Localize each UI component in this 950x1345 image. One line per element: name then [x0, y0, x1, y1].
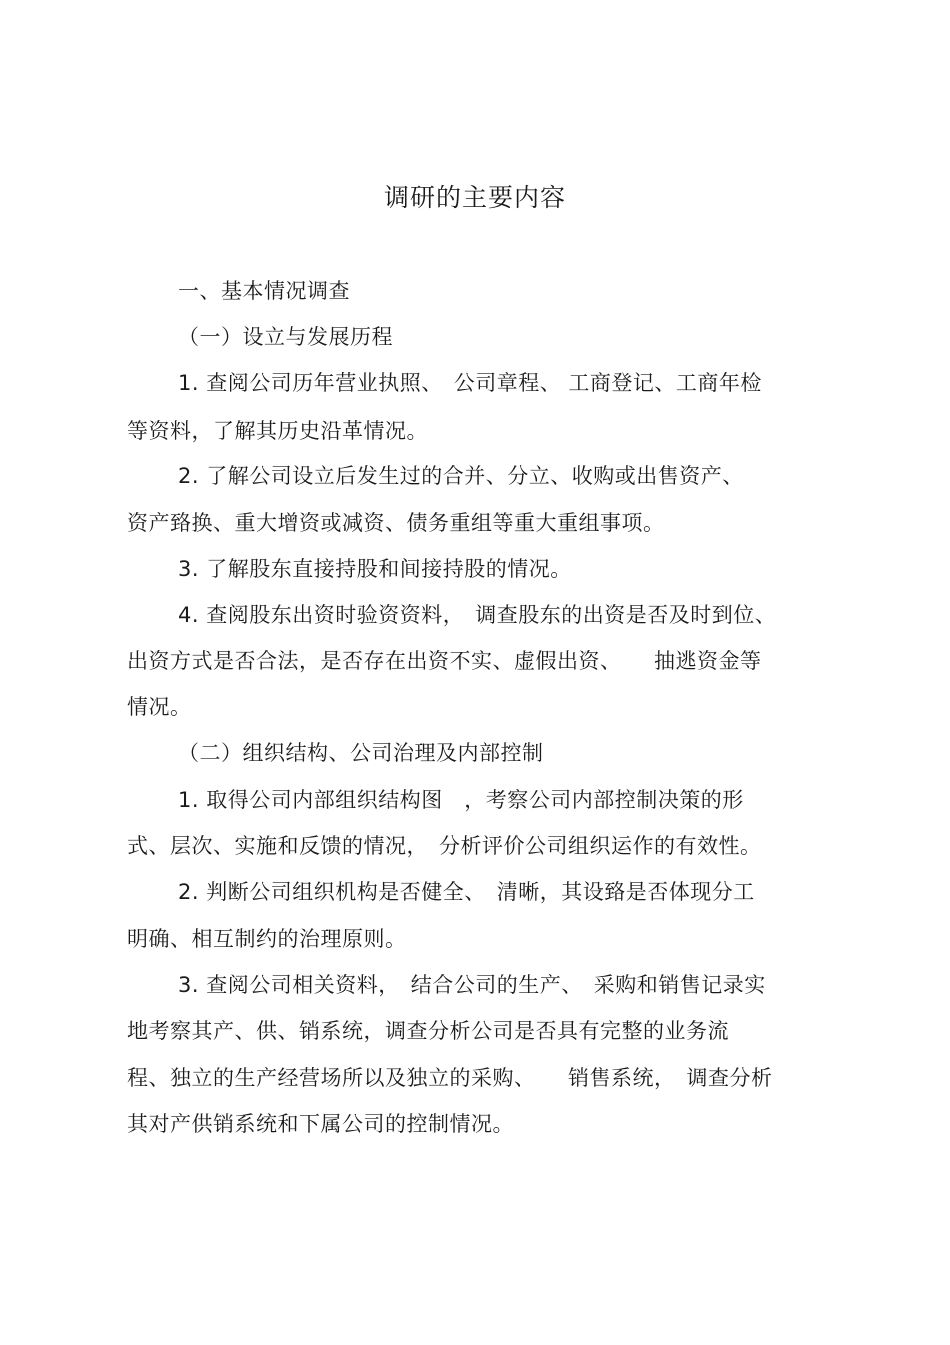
paragraph-line: 出资方式是否合法，是否存在出资不实、虚假出资、 抽逃资金等 — [127, 649, 762, 673]
page-title: 调研的主要内容 — [383, 183, 566, 212]
paragraph-line: 等资料，了解其历史沿革情况。 — [127, 419, 428, 443]
paragraph-line: 1. 取得公司内部组织结构图 ，考察公司内部控制决策的形 — [178, 788, 744, 812]
paragraph-line: 地考察其产、供、销系统，调查分析公司是否具有完整的业务流 — [127, 1019, 729, 1043]
subsection-heading-governance: （二）组织结构、公司治理及内部控制 — [178, 741, 544, 765]
paragraph-line: 1. 查阅公司历年营业执照、 公司章程、 工商登记、工商年检 — [178, 371, 762, 395]
paragraph-line: 2. 了解公司设立后发生过的合并、分立、收购或出售资产、 — [178, 464, 744, 488]
paragraph-line: 程、独立的生产经营场所以及独立的采购、 销售系统， 调查分析 — [127, 1066, 773, 1090]
paragraph-line: 3. 了解股东直接持股和间接持股的情况。 — [178, 557, 572, 581]
paragraph-line: 明确、相互制约的治理原则。 — [127, 927, 407, 951]
paragraph-line: 其对产供销系统和下属公司的控制情况。 — [127, 1112, 514, 1136]
paragraph-line: 4. 查阅股东出资时验资资料， 调查股东的出资是否及时到位、 — [178, 603, 777, 627]
paragraph-line: 资产臵换、重大增资或减资、债务重组等重大重组事项。 — [127, 511, 665, 535]
paragraph-line: 3. 查阅公司相关资料， 结合公司的生产、 采购和销售记录实 — [178, 973, 766, 997]
paragraph-line: 2. 判断公司组织机构是否健全、 清晰，其设臵是否体现分工 — [178, 880, 755, 904]
section-heading-basic: 一、基本情况调查 — [178, 279, 350, 303]
subsection-heading-history: （一）设立与发展历程 — [178, 325, 393, 349]
paragraph-line: 式、层次、实施和反馈的情况， 分析评价公司组织运作的有效性。 — [127, 834, 762, 858]
paragraph-line: 情况。 — [127, 695, 192, 719]
